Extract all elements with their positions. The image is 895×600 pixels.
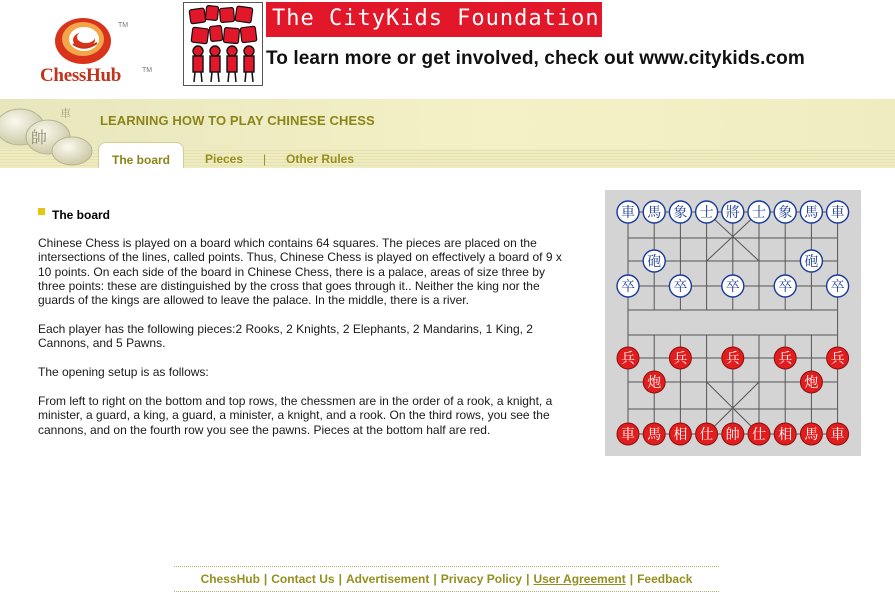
chess-piece-logo-icon: [53, 16, 113, 66]
red-piece: [643, 423, 665, 445]
black-piece: [774, 275, 796, 297]
red-piece-label: 兵: [725, 351, 740, 367]
black-piece: [643, 201, 665, 223]
tab-other-rules[interactable]: Other Rules: [286, 152, 355, 166]
black-piece: [827, 275, 849, 297]
black-piece-label: 卒: [621, 279, 635, 295]
black-piece-label: 砲: [804, 254, 819, 270]
red-piece-label: 仕: [699, 427, 714, 443]
svg-text:帥: 帥: [31, 128, 48, 147]
black-piece-label: 卒: [830, 279, 845, 295]
black-piece-label: 卒: [778, 279, 793, 295]
footer-divider-top: [174, 566, 719, 567]
red-piece: [800, 371, 822, 393]
footer-link-privacy-policy[interactable]: Privacy Policy: [440, 572, 523, 586]
black-piece-label: 象: [778, 205, 793, 221]
footer-links: [174, 572, 719, 586]
tab-pieces[interactable]: Pieces: [205, 152, 244, 166]
black-piece-label: 砲: [647, 254, 662, 270]
black-piece: [800, 250, 822, 272]
red-piece: [696, 423, 718, 445]
black-piece-label: 車: [621, 205, 635, 221]
red-piece-label: 兵: [778, 351, 793, 367]
red-piece: [617, 423, 639, 445]
red-piece-label: 車: [830, 427, 845, 443]
red-piece-label: 兵: [673, 351, 688, 367]
red-piece-label: 炮: [647, 375, 662, 391]
citykids-banner-text: The CityKids Foundation: [272, 6, 600, 31]
red-piece-label: 相: [778, 427, 793, 443]
footer-link-chesshub[interactable]: ChessHub: [200, 572, 260, 586]
red-piece-label: 馬: [804, 427, 819, 443]
black-piece-label: 卒: [673, 279, 688, 295]
black-piece-label: 馬: [647, 205, 662, 221]
black-piece: [748, 201, 770, 223]
red-piece-label: 相: [673, 427, 688, 443]
black-piece: [617, 275, 639, 297]
red-piece: [669, 347, 691, 369]
red-piece-label: 仕: [752, 427, 766, 443]
black-piece: [722, 201, 744, 223]
red-piece-label: 車: [621, 427, 635, 443]
citykids-banner[interactable]: [266, 2, 602, 37]
red-piece: [722, 347, 744, 369]
black-piece: [669, 275, 691, 297]
logo-trademark: TM: [118, 22, 129, 29]
paragraph: The opening setup is as follows:: [38, 365, 209, 380]
black-piece-label: 車: [830, 205, 845, 221]
red-piece-label: 馬: [647, 427, 662, 443]
logo-trademark-2: TM: [142, 67, 153, 74]
tab-separator: |: [263, 152, 267, 166]
citykids-artwork: [184, 3, 262, 85]
article-body: [38, 236, 566, 452]
footer-separator: |: [263, 572, 268, 586]
red-piece-label: 帥: [725, 427, 740, 443]
red-piece: [774, 347, 796, 369]
citykids-logo[interactable]: [183, 2, 263, 86]
red-piece: [617, 347, 639, 369]
red-piece-label: 炮: [804, 375, 819, 391]
black-piece: [722, 275, 744, 297]
black-piece: [617, 201, 639, 223]
footer-divider-bottom: [174, 591, 719, 592]
red-piece: [774, 423, 796, 445]
paragraph: Each player has the following pieces:2 Rooks, 2 Knights, 2 Elephants, 2 Mandarins, 1 King, 2 Cannons, and 5 Pawns.: [38, 322, 533, 351]
footer-separator: |: [526, 572, 530, 586]
chinese-chess-board: [605, 190, 861, 456]
citykids-tagline[interactable]: To learn more or get involved, check out www.citykids.com: [266, 48, 805, 69]
black-piece-label: 象: [673, 205, 688, 221]
black-piece-label: 馬: [804, 205, 819, 221]
black-piece: [774, 201, 796, 223]
red-piece: [748, 423, 770, 445]
footer-link-advertisement[interactable]: Advertisement: [345, 572, 430, 586]
red-piece: [669, 423, 691, 445]
red-piece: [827, 347, 849, 369]
tab-the-board[interactable]: [98, 142, 184, 168]
svg-text:車: 車: [60, 107, 71, 120]
chesshub-logo[interactable]: [38, 14, 158, 90]
board-graphic: [605, 190, 861, 456]
footer-link-feedback[interactable]: Feedback: [637, 572, 693, 586]
red-piece: [800, 423, 822, 445]
red-piece: [827, 423, 849, 445]
logo-text: ChessHub: [40, 65, 122, 86]
black-piece: [827, 201, 849, 223]
section-heading: The board: [52, 208, 111, 222]
footer-separator: |: [629, 572, 634, 586]
paragraph: Chinese Chess is played on a board which contains 64 squares. The pieces are placed on the intersections of the lines, called points. Thus, Chinese Chess is played on effectively a board of 9 x 10 points. On each side of the board in Chinese Chess, there is a palace, areas of size three by three points: these are distinguished by the cross that goes through it.. Neither the king nor the guards of the kings are allowed to leave the palace. In the middle, there is a river.: [38, 236, 562, 308]
red-piece-label: 兵: [830, 351, 845, 367]
black-piece-label: 士: [752, 205, 766, 221]
black-piece: [800, 201, 822, 223]
page-title: LEARNING HOW TO PLAY CHINESE CHESS: [100, 113, 375, 128]
footer-separator: |: [338, 572, 342, 586]
paragraph: From left to right on the bottom and top rows, the chessmen are in the order of a rook, a knight, a minister, a guard, a king, a guard, a minister, a knight, and a rook. On the third rows, you see the cannons, and on the fourth row you see the pawns. Pieces at the bottom half are red.: [38, 394, 553, 437]
footer-separator: |: [433, 572, 437, 586]
red-piece: [643, 371, 665, 393]
black-piece-label: 卒: [725, 279, 740, 295]
red-piece: [722, 423, 744, 445]
black-piece-label: 將: [725, 205, 740, 221]
black-piece: [696, 201, 718, 223]
tab-the-board-label: The board: [111, 153, 170, 167]
chess-pieces-decoration-icon: [0, 99, 95, 168]
black-piece: [643, 250, 665, 272]
footer-link-user-agreement[interactable]: User Agreement: [533, 572, 626, 586]
red-piece-label: 兵: [621, 351, 635, 367]
footer-link-contact-us[interactable]: Contact Us: [271, 572, 335, 586]
black-piece-label: 士: [699, 205, 714, 221]
section-bullet-icon: [38, 208, 45, 215]
black-piece: [669, 201, 691, 223]
